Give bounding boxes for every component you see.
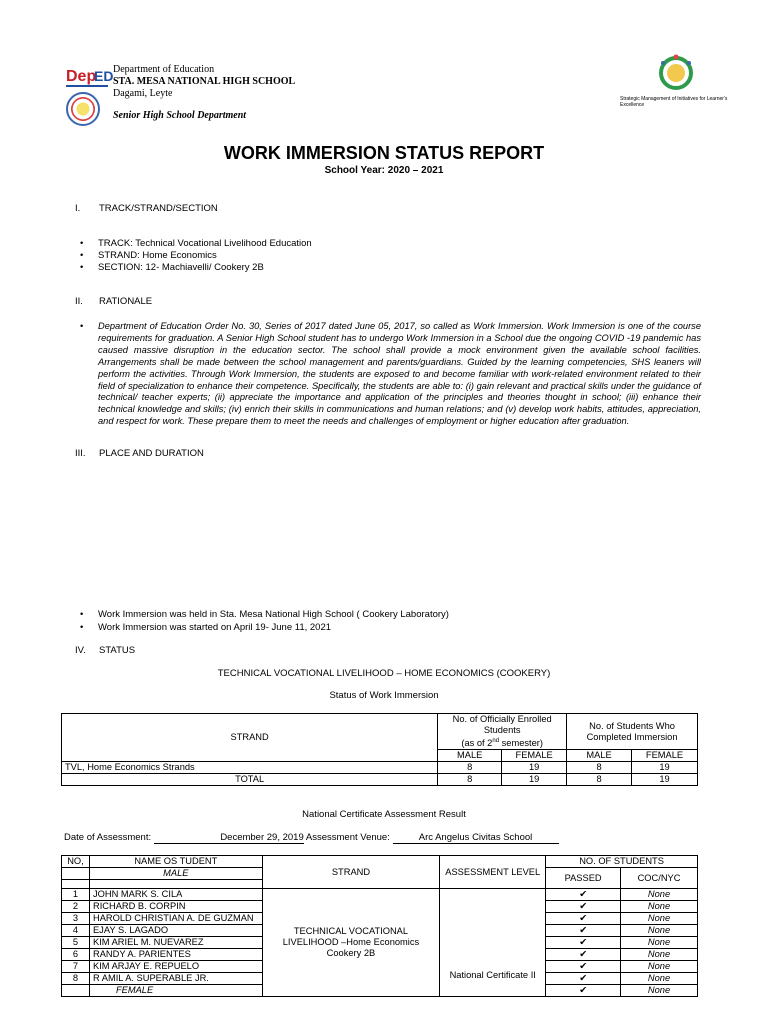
table-row: 6 RANDY A. PARIENTES ✔ None xyxy=(62,949,698,961)
status-col-completed: No. of Students Who Completed Immersion xyxy=(567,714,698,750)
status-col-strand: STRAND xyxy=(62,714,438,762)
right-logo-icon xyxy=(654,54,698,92)
school-name: STA. MESA NATIONAL HIGH SCHOOL xyxy=(113,76,296,87)
list-item: • STRAND: Home Economics xyxy=(84,250,217,261)
female-label: FEMALE xyxy=(89,985,262,997)
check-icon: ✔ xyxy=(546,913,621,925)
table-row: 4 EJAY S. LAGADO ✔ None xyxy=(62,925,698,937)
nc-col-coc: COC/NYC xyxy=(621,868,698,889)
report-title: WORK IMMERSION STATUS REPORT xyxy=(223,143,545,163)
section-4-heading: IV. STATUS xyxy=(75,645,136,656)
assessment-info xyxy=(64,832,559,844)
nc-col-name: NAME OS TUDENT xyxy=(89,856,262,868)
status-subheading: TECHNICAL VOCATIONAL LIVELIHOOD – HOME ECONOMICS (COOKERY) xyxy=(217,668,551,679)
list-item: • Work Immersion was started on April 19- June 11, 2021 xyxy=(84,622,331,633)
venue-label: Assessment Venue: xyxy=(305,832,390,843)
check-icon: ✔ xyxy=(546,961,621,973)
nc-col-no: NO, xyxy=(62,856,90,868)
school-location: Dagami, Leyte xyxy=(113,88,173,99)
svg-text:ED: ED xyxy=(94,68,114,84)
rationale-text: Department of Education Order No. 30, Series of 2017 dated June 05, 2017, so called as Work Immersion. Work Immersion is one of the course requirements for graduation. A Senior High School student has to undergo Work Immersion in a School due the ongoing COVID -19 pandemic has caused massive disruption in the education sector. The school shall provide a mock environment given the available school facilities. Arrangements shall be made between the school management and parents/guardians. Guided by the learning competencies, SHS leaners will perform the activities. Through Work Immersion, the students are exposed to and become familiar with work-related environment related to their field of specialization to enhance their competence. Specifically, the students are able to: (i) gain relevant and practical skills under the guidance of technical/ teacher experts; (ii) appreciate the importance and application of the principles and theories thought in school; (iii) enhance their technical knowledge and skills; (iv) enrich their skills in communications and human relations; and (v) develop work habits, attitudes, appreciation, and respect for work. These prepare them to meet the needs and challenges of employment or higher education after graduation. xyxy=(98,321,701,427)
table-row: 5 KIM ARIEL M. NUEVAREZ ✔ None xyxy=(62,937,698,949)
male-label: MALE xyxy=(89,868,262,880)
col-female: FEMALE xyxy=(632,750,698,762)
status-col-enrolled: No. of Officially Enrolled Students (as of 2nd semester) xyxy=(438,714,567,750)
date-label: Date of Assessment: xyxy=(64,832,152,843)
date-value: December 29, 2019 xyxy=(154,832,304,844)
section-2-heading: II. RATIONALE xyxy=(75,296,153,307)
deped-logo xyxy=(66,64,114,92)
dept-name: Department of Education xyxy=(113,64,215,75)
nc-col-passed: PASSED xyxy=(546,868,621,889)
check-icon: ✔ xyxy=(546,901,621,913)
table-row: 8 R AMIL A. SUPERABLE JR. ✔ None xyxy=(62,973,698,985)
check-icon: ✔ xyxy=(546,949,621,961)
venue-value: Arc Angelus Civitas School xyxy=(393,832,559,844)
nc-col-level: ASSESSMENT LEVEL xyxy=(440,856,546,889)
department-name: Senior High School Department xyxy=(113,110,247,121)
svg-text:Dep: Dep xyxy=(66,68,97,85)
list-item: • Work Immersion was held in Sta. Mesa National High School ( Cookery Laboratory) xyxy=(84,609,449,620)
status-table xyxy=(61,713,698,786)
table-row: 7 KIM ARJAY E. REPUELO ✔ None xyxy=(62,961,698,973)
col-male: MALE xyxy=(438,750,502,762)
nc-assessment-table xyxy=(61,855,698,997)
table-row: 3 HAROLD CHRISTIAN A. DE GUZMAN ✔ None xyxy=(62,913,698,925)
check-icon: ✔ xyxy=(546,937,621,949)
right-logo-caption: Strategic Management of Initiatives for Learner's Excellence xyxy=(620,96,728,108)
list-item: • TRACK: Technical Vocational Livelihood Education xyxy=(84,238,312,249)
nc-col-students: NO. OF STUDENTS xyxy=(546,856,698,868)
table-row: FEMALE ✔ None xyxy=(62,985,698,997)
bullet-icon: • xyxy=(80,321,84,332)
col-male: MALE xyxy=(567,750,632,762)
school-year: School Year: 2020 – 2021 xyxy=(324,165,444,176)
table-row: 1 JOHN MARK S. CILA TECHNICAL VOCATIONAL LIVELIHOOD –Home Economics Cookery 2B National Certificate II ✔ None xyxy=(62,889,698,901)
check-icon: ✔ xyxy=(546,985,621,997)
school-seal-icon xyxy=(66,92,100,126)
check-icon: ✔ xyxy=(546,889,621,901)
assessment-title: National Certificate Assessment Result xyxy=(302,809,466,820)
col-female: FEMALE xyxy=(502,750,567,762)
check-icon: ✔ xyxy=(546,925,621,937)
table-row: TVL, Home Economics Strands 8 19 8 19 xyxy=(62,762,698,774)
list-item: • SECTION: 12- Machiavelli/ Cookery 2B xyxy=(84,262,264,273)
table-row: TOTAL 8 19 8 19 xyxy=(62,774,698,786)
level-cell: National Certificate II xyxy=(440,889,546,997)
status-table-title: Status of Work Immersion xyxy=(329,690,439,701)
strand-cell: TECHNICAL VOCATIONAL LIVELIHOOD –Home Economics Cookery 2B xyxy=(262,889,440,997)
section-3-heading: III. PLACE AND DURATION xyxy=(75,448,204,459)
check-icon: ✔ xyxy=(546,973,621,985)
section-1-heading: I. TRACK/STRAND/SECTION xyxy=(75,203,218,214)
nc-col-strand: STRAND xyxy=(262,856,440,889)
table-row: 2 RICHARD B. CORPIN ✔ None xyxy=(62,901,698,913)
